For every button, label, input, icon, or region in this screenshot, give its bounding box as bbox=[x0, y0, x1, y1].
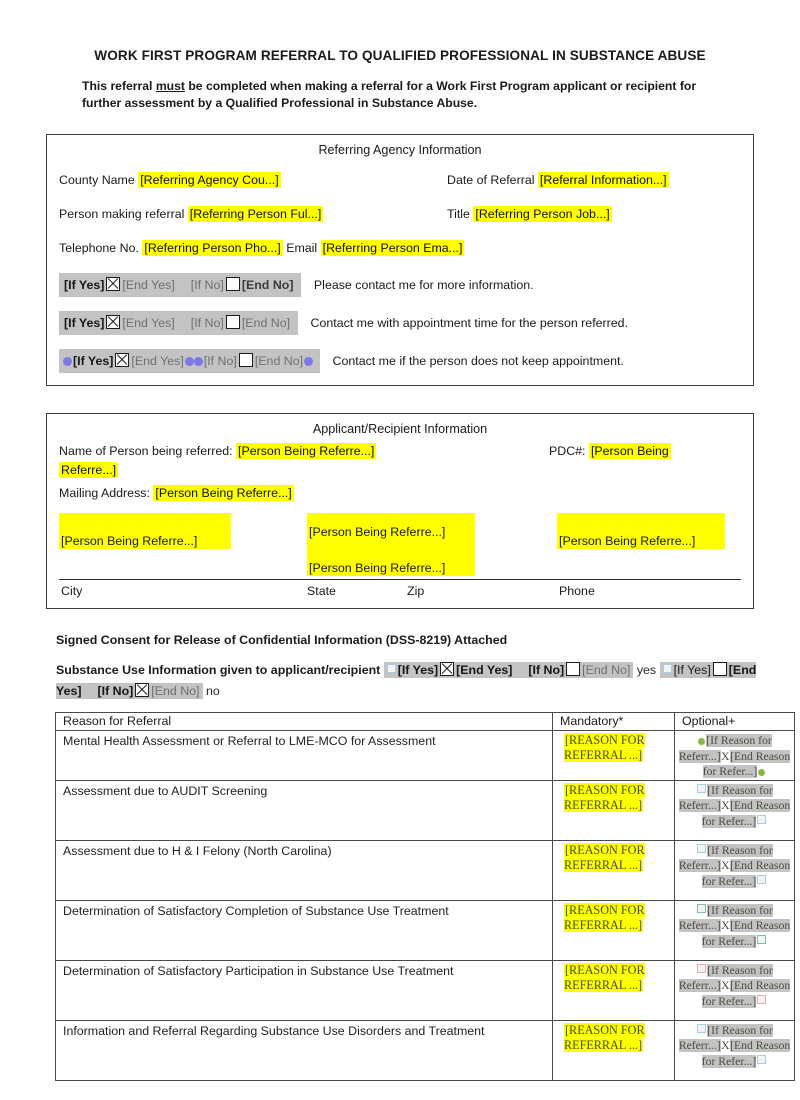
end-reason-tag: [End Reason for Refer...] bbox=[701, 799, 791, 828]
x-mark: X bbox=[721, 859, 730, 872]
if-reason-tag: [If Reason for Referr...] bbox=[678, 843, 773, 872]
bookmark-square-icon bbox=[697, 964, 706, 973]
pdc-label: PDC#: bbox=[549, 444, 586, 458]
date-field-group bbox=[447, 170, 741, 191]
end-reason-tag: [End Reason for Refer...] bbox=[702, 749, 791, 778]
table-row bbox=[56, 960, 795, 1020]
phone-email-row bbox=[59, 238, 741, 259]
contact-option-text: Contact me if the person does not keep appointment. bbox=[332, 354, 624, 368]
reason-for-referral-table bbox=[55, 712, 795, 1081]
yes-checkbox[interactable] bbox=[106, 277, 120, 291]
table-row bbox=[56, 780, 795, 840]
if-reason-tag: [If Reason for Referr...] bbox=[678, 1023, 773, 1052]
given-no-checkbox[interactable] bbox=[566, 662, 580, 676]
if-yes-tag: [If Yes] bbox=[673, 663, 711, 677]
bookmark-square-icon bbox=[757, 1055, 766, 1064]
date-of-referral-label: Date of Referral bbox=[447, 173, 535, 187]
x-mark: X bbox=[721, 799, 730, 812]
end-no-tag: [End No] bbox=[241, 316, 291, 330]
applicant-section bbox=[46, 413, 754, 609]
notgiven-no-checkbox[interactable] bbox=[135, 683, 149, 697]
table-row bbox=[56, 731, 795, 781]
end-yes-tag: [End Yes] bbox=[131, 354, 184, 368]
green-dot-icon bbox=[758, 769, 765, 776]
yes-no-checkbox-group bbox=[59, 311, 298, 335]
optional-condition-field[interactable] bbox=[679, 964, 790, 1008]
no-checkbox[interactable] bbox=[226, 315, 240, 329]
person-title-row bbox=[59, 204, 741, 225]
state-zip-field-text2: [Person Being Referre...] bbox=[309, 561, 446, 575]
date-of-referral-field[interactable]: [Referral Information...] bbox=[539, 173, 667, 187]
intro-underlined-word: must bbox=[155, 79, 185, 93]
email-field[interactable]: [Referring Person Ema...] bbox=[322, 241, 463, 255]
yes-text: yes bbox=[636, 663, 657, 677]
end-yes-tag: [End Yes] bbox=[456, 663, 513, 677]
referring-agency-section bbox=[46, 134, 754, 386]
bookmark-square-icon bbox=[757, 935, 766, 944]
pdc-wrap-line bbox=[59, 461, 741, 479]
if-no-tag: [If No] bbox=[190, 316, 224, 330]
pdc-field[interactable]: [Person Being bbox=[590, 444, 669, 458]
person-field-group bbox=[59, 204, 447, 225]
person-making-referral-field[interactable]: [Referring Person Ful...] bbox=[189, 207, 322, 221]
if-yes-tag: [If Yes] bbox=[397, 663, 439, 677]
purple-dot-icon bbox=[194, 357, 203, 366]
yes-no-checkbox-group bbox=[59, 273, 301, 297]
applicant-heading: Applicant/Recipient Information bbox=[312, 422, 488, 436]
title-field-group bbox=[447, 204, 741, 225]
reason-cell: Determination of Satisfactory Completion of Substance Use Treatment bbox=[56, 900, 553, 960]
telephone-field[interactable]: [Referring Person Pho...] bbox=[144, 241, 281, 255]
if-yes-tag: [If Yes] bbox=[73, 354, 114, 368]
end-yes-tag: [End Yes] bbox=[56, 663, 757, 698]
if-no-tag: [If No] bbox=[190, 278, 224, 292]
telephone-label: Telephone No. bbox=[59, 241, 139, 255]
bookmark-square-icon bbox=[697, 1024, 706, 1033]
table-row bbox=[56, 840, 795, 900]
county-name-label: County Name bbox=[59, 173, 135, 187]
city-field-text: [Person Being Referre...] bbox=[61, 534, 198, 548]
x-mark: X bbox=[721, 749, 730, 763]
mailing-address-label: Mailing Address: bbox=[59, 486, 150, 500]
bookmark-square-icon bbox=[757, 815, 766, 824]
phone-field[interactable] bbox=[557, 513, 725, 549]
contact-appointment-row bbox=[59, 311, 741, 335]
no-text: no bbox=[205, 684, 220, 698]
bookmark-square-icon bbox=[387, 664, 396, 673]
mailing-address-row bbox=[59, 483, 741, 504]
signed-consent-line: Signed Consent for Release of Confidential Information (DSS-8219) Attached bbox=[56, 633, 508, 647]
if-yes-tag: [If Yes] bbox=[64, 316, 105, 330]
pdc-field-continued[interactable]: Referre...] bbox=[61, 463, 117, 477]
bookmark-square-icon bbox=[757, 875, 766, 884]
substance-use-line bbox=[56, 660, 758, 702]
if-reason-tag: [If Reason for Referr...] bbox=[678, 963, 773, 992]
optional-condition-field[interactable] bbox=[679, 844, 790, 888]
mandatory-column-header: Mandatory* bbox=[553, 713, 675, 731]
if-reason-tag: [If Reason for Referr...] bbox=[678, 783, 773, 812]
purple-dot-icon bbox=[304, 357, 313, 366]
contact-option-text: Contact me with appointment time for the person referred. bbox=[310, 316, 629, 330]
reason-cell: Information and Referral Regarding Substance Use Disorders and Treatment bbox=[56, 1020, 553, 1080]
end-no-tag: [End No] bbox=[582, 663, 631, 677]
address-columns-area bbox=[59, 506, 741, 602]
yes-checkbox[interactable] bbox=[106, 315, 120, 329]
phone-field-text: [Person Being Referre...] bbox=[559, 534, 696, 548]
state-label: State bbox=[307, 584, 336, 598]
state-zip-field-line2[interactable] bbox=[307, 549, 475, 576]
x-mark: X bbox=[721, 979, 730, 992]
end-reason-tag: [End Reason for Refer...] bbox=[701, 859, 791, 888]
person-making-referral-label: Person making referral bbox=[59, 207, 185, 221]
address-divider bbox=[59, 579, 741, 580]
name-pdc-row bbox=[59, 441, 741, 461]
table-header-row bbox=[56, 713, 795, 731]
email-label: Email bbox=[286, 241, 318, 255]
purple-dot-icon bbox=[63, 357, 72, 366]
referring-agency-heading: Referring Agency Information bbox=[318, 143, 482, 157]
end-yes-tag: [End Yes] bbox=[122, 316, 175, 330]
substance-label: Substance Use Information given to applicant/recipient bbox=[56, 663, 381, 677]
notgiven-yes-checkbox[interactable] bbox=[713, 662, 727, 676]
phone-label: Phone bbox=[559, 584, 595, 598]
reason-for-referral-field[interactable]: [REASON FOR REFERRAL ...] bbox=[564, 902, 645, 932]
optional-condition-field[interactable] bbox=[679, 904, 790, 948]
table-row bbox=[56, 1020, 795, 1080]
mailing-address-field[interactable]: [Person Being Referre...] bbox=[155, 486, 292, 500]
if-reason-tag: [If Reason for Referr...] bbox=[678, 903, 773, 932]
reason-cell: Mental Health Assessment or Referral to LME-MCO for Assessment bbox=[56, 731, 553, 781]
zip-label: Zip bbox=[407, 584, 425, 598]
if-no-tag: [If No] bbox=[97, 684, 134, 698]
if-reason-tag: [If Reason for Referr...] bbox=[678, 734, 772, 763]
if-no-tag: [If No] bbox=[203, 354, 237, 368]
city-label: City bbox=[61, 584, 83, 598]
intro-text-rest: be completed when making a referral for a Work First Program applicant or recipient for further assessment by a Qualified Professional in Substance Abuse. bbox=[82, 79, 697, 110]
purple-dot-icon bbox=[185, 357, 194, 366]
pdc-field-group bbox=[549, 441, 741, 461]
reason-for-referral-field[interactable]: [REASON FOR REFERRAL ...] bbox=[564, 1022, 645, 1052]
no-checkbox[interactable] bbox=[239, 353, 253, 367]
no-checkbox[interactable] bbox=[226, 277, 240, 291]
intro-paragraph bbox=[82, 78, 730, 112]
given-yes-no-group bbox=[384, 662, 634, 678]
end-reason-tag: [End Reason for Refer...] bbox=[701, 919, 791, 948]
green-dot-icon bbox=[698, 738, 705, 745]
reason-for-referral-field[interactable]: [REASON FOR REFERRAL ...] bbox=[564, 962, 645, 992]
title-field[interactable]: [Referring Person Job...] bbox=[475, 207, 610, 221]
phone-email-group bbox=[59, 238, 741, 259]
contact-more-info-row bbox=[59, 273, 741, 297]
end-reason-tag: [End Reason for Refer...] bbox=[701, 1039, 791, 1068]
bookmark-square-icon bbox=[697, 904, 706, 913]
end-yes-tag: [End Yes] bbox=[122, 278, 175, 292]
intro-text: This referral bbox=[82, 79, 156, 93]
end-no-tag: [End No] bbox=[151, 684, 200, 698]
optional-condition-field[interactable] bbox=[679, 734, 790, 778]
yes-no-checkbox-group bbox=[59, 349, 320, 373]
contact-missed-appointment-row bbox=[59, 349, 741, 373]
optional-condition-field[interactable] bbox=[679, 1024, 790, 1068]
reason-for-referral-field[interactable]: [REASON FOR REFERRAL ...] bbox=[564, 842, 645, 872]
x-mark: X bbox=[721, 1039, 730, 1052]
name-of-person-label: Name of Person being referred: bbox=[59, 444, 233, 458]
city-field[interactable] bbox=[59, 513, 231, 549]
person-name-field[interactable]: [Person Being Referre...] bbox=[238, 444, 375, 458]
title-label: Title bbox=[447, 207, 470, 221]
reason-cell: Assessment due to AUDIT Screening bbox=[56, 780, 553, 840]
page-title: WORK FIRST PROGRAM REFERRAL TO QUALIFIED PROFESSIONAL IN SUBSTANCE ABUSE bbox=[94, 48, 706, 63]
reason-cell: Assessment due to H & I Felony (North Carolina) bbox=[56, 840, 553, 900]
optional-condition-field[interactable] bbox=[679, 784, 790, 828]
county-name-field[interactable]: [Referring Agency Cou...] bbox=[140, 173, 279, 187]
bookmark-square-icon bbox=[663, 664, 672, 673]
reason-column-header: Reason for Referral bbox=[56, 713, 553, 731]
end-no-tag: [End No] bbox=[241, 278, 294, 292]
reason-for-referral-field[interactable]: [REASON FOR REFERRAL ...] bbox=[564, 782, 645, 812]
county-date-row bbox=[59, 170, 741, 191]
state-zip-field-text: [Person Being Referre...] bbox=[309, 525, 446, 539]
contact-option-text: Please contact me for more information. bbox=[313, 278, 534, 292]
end-reason-tag: [End Reason for Refer...] bbox=[701, 979, 791, 1008]
name-field-group bbox=[59, 441, 549, 461]
if-no-tag: [If No] bbox=[528, 663, 565, 677]
given-yes-checkbox[interactable] bbox=[440, 662, 454, 676]
county-field-group bbox=[59, 170, 447, 191]
x-mark: X bbox=[721, 919, 730, 932]
if-yes-tag: [If Yes] bbox=[64, 278, 105, 292]
bookmark-square-icon bbox=[757, 995, 766, 1004]
bookmark-square-icon bbox=[697, 784, 706, 793]
optional-column-header: Optional+ bbox=[675, 713, 795, 731]
end-no-tag: [End No] bbox=[254, 354, 304, 368]
bookmark-square-icon bbox=[697, 844, 706, 853]
reason-for-referral-field[interactable]: [REASON FOR REFERRAL ...] bbox=[564, 733, 645, 762]
yes-checkbox[interactable] bbox=[115, 353, 129, 367]
reason-cell: Determination of Satisfactory Participation in Substance Use Treatment bbox=[56, 960, 553, 1020]
table-row bbox=[56, 900, 795, 960]
